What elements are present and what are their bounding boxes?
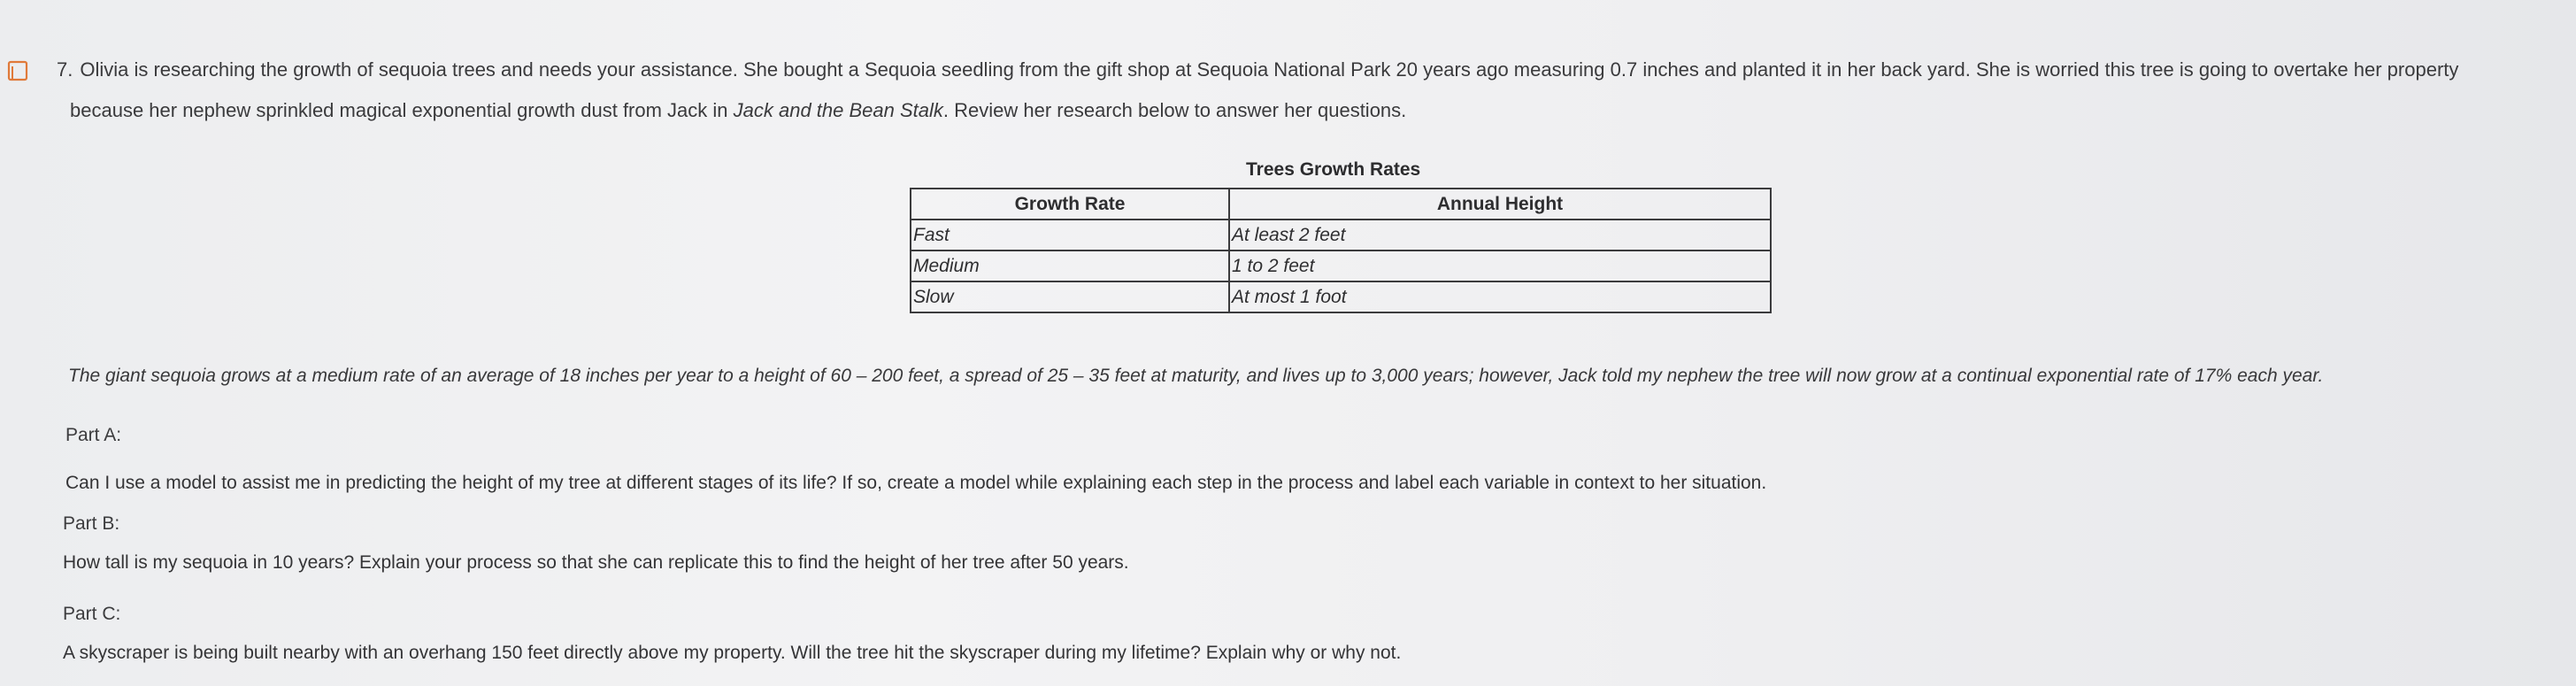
- growth-rates-table: [910, 188, 1772, 313]
- part-b-text: How tall is my sequoia in 10 years? Explain your process so that she can replicate this to find the height of her tree after 50 years.: [63, 552, 1129, 573]
- header-annual-height: Annual Height: [1229, 189, 1771, 220]
- table-row: [911, 281, 1771, 312]
- part-b-label: Part B:: [63, 513, 120, 534]
- cell-height: At least 2 feet: [1229, 220, 1771, 251]
- header-growth-rate: Growth Rate: [911, 189, 1229, 220]
- flag-icon[interactable]: [7, 60, 28, 81]
- question-text-line1: Olivia is researching the growth of sequoia trees and needs your assistance. She bought a Sequoia seedling from the gift shop at Sequoia National Park 20 years ago measuring 0.7 inches and planted it in her back yard. She is worried this tree is going to overtake her property: [80, 58, 2459, 81]
- part-a-label: Part A:: [65, 425, 122, 445]
- cell-rate: Medium: [911, 251, 1229, 281]
- question-number: 7.: [57, 58, 73, 81]
- table-row: [911, 220, 1771, 251]
- part-c-text: A skyscraper is being built nearby with an overhang 150 feet directly above my property. Will the tree hit the skyscraper during my lifetime? Explain why or why not.: [63, 643, 1402, 663]
- question-text-line2: because her nephew sprinkled magical exponential growth dust from Jack in Jack and the Bean Stalk. Review her research below to answer her questions.: [70, 99, 1407, 121]
- cell-rate: Slow: [911, 281, 1229, 312]
- table-caption: Trees Growth Rates: [1246, 159, 1421, 180]
- table-header-row: [911, 189, 1771, 220]
- cell-height: 1 to 2 feet: [1229, 251, 1771, 281]
- table-row: [911, 251, 1771, 281]
- part-c-label: Part C:: [63, 604, 121, 624]
- research-paragraph: The giant sequoia grows at a medium rate of an average of 18 inches per year to a height of 60 – 200 feet, a spread of 25 – 35 feet at maturity, and lives up to 3,000 years; however, Jack told my nephew the tree will now grow at a continual exponential rate of 17% each year.: [68, 366, 2324, 386]
- cell-rate: Fast: [911, 220, 1229, 251]
- question-header: [7, 58, 2458, 81]
- part-a-text: Can I use a model to assist me in predicting the height of my tree at different stages of its life? If so, create a model while explaining each step in the process and label each variable in context to her situation.: [65, 473, 1767, 493]
- cell-height: At most 1 foot: [1229, 281, 1771, 312]
